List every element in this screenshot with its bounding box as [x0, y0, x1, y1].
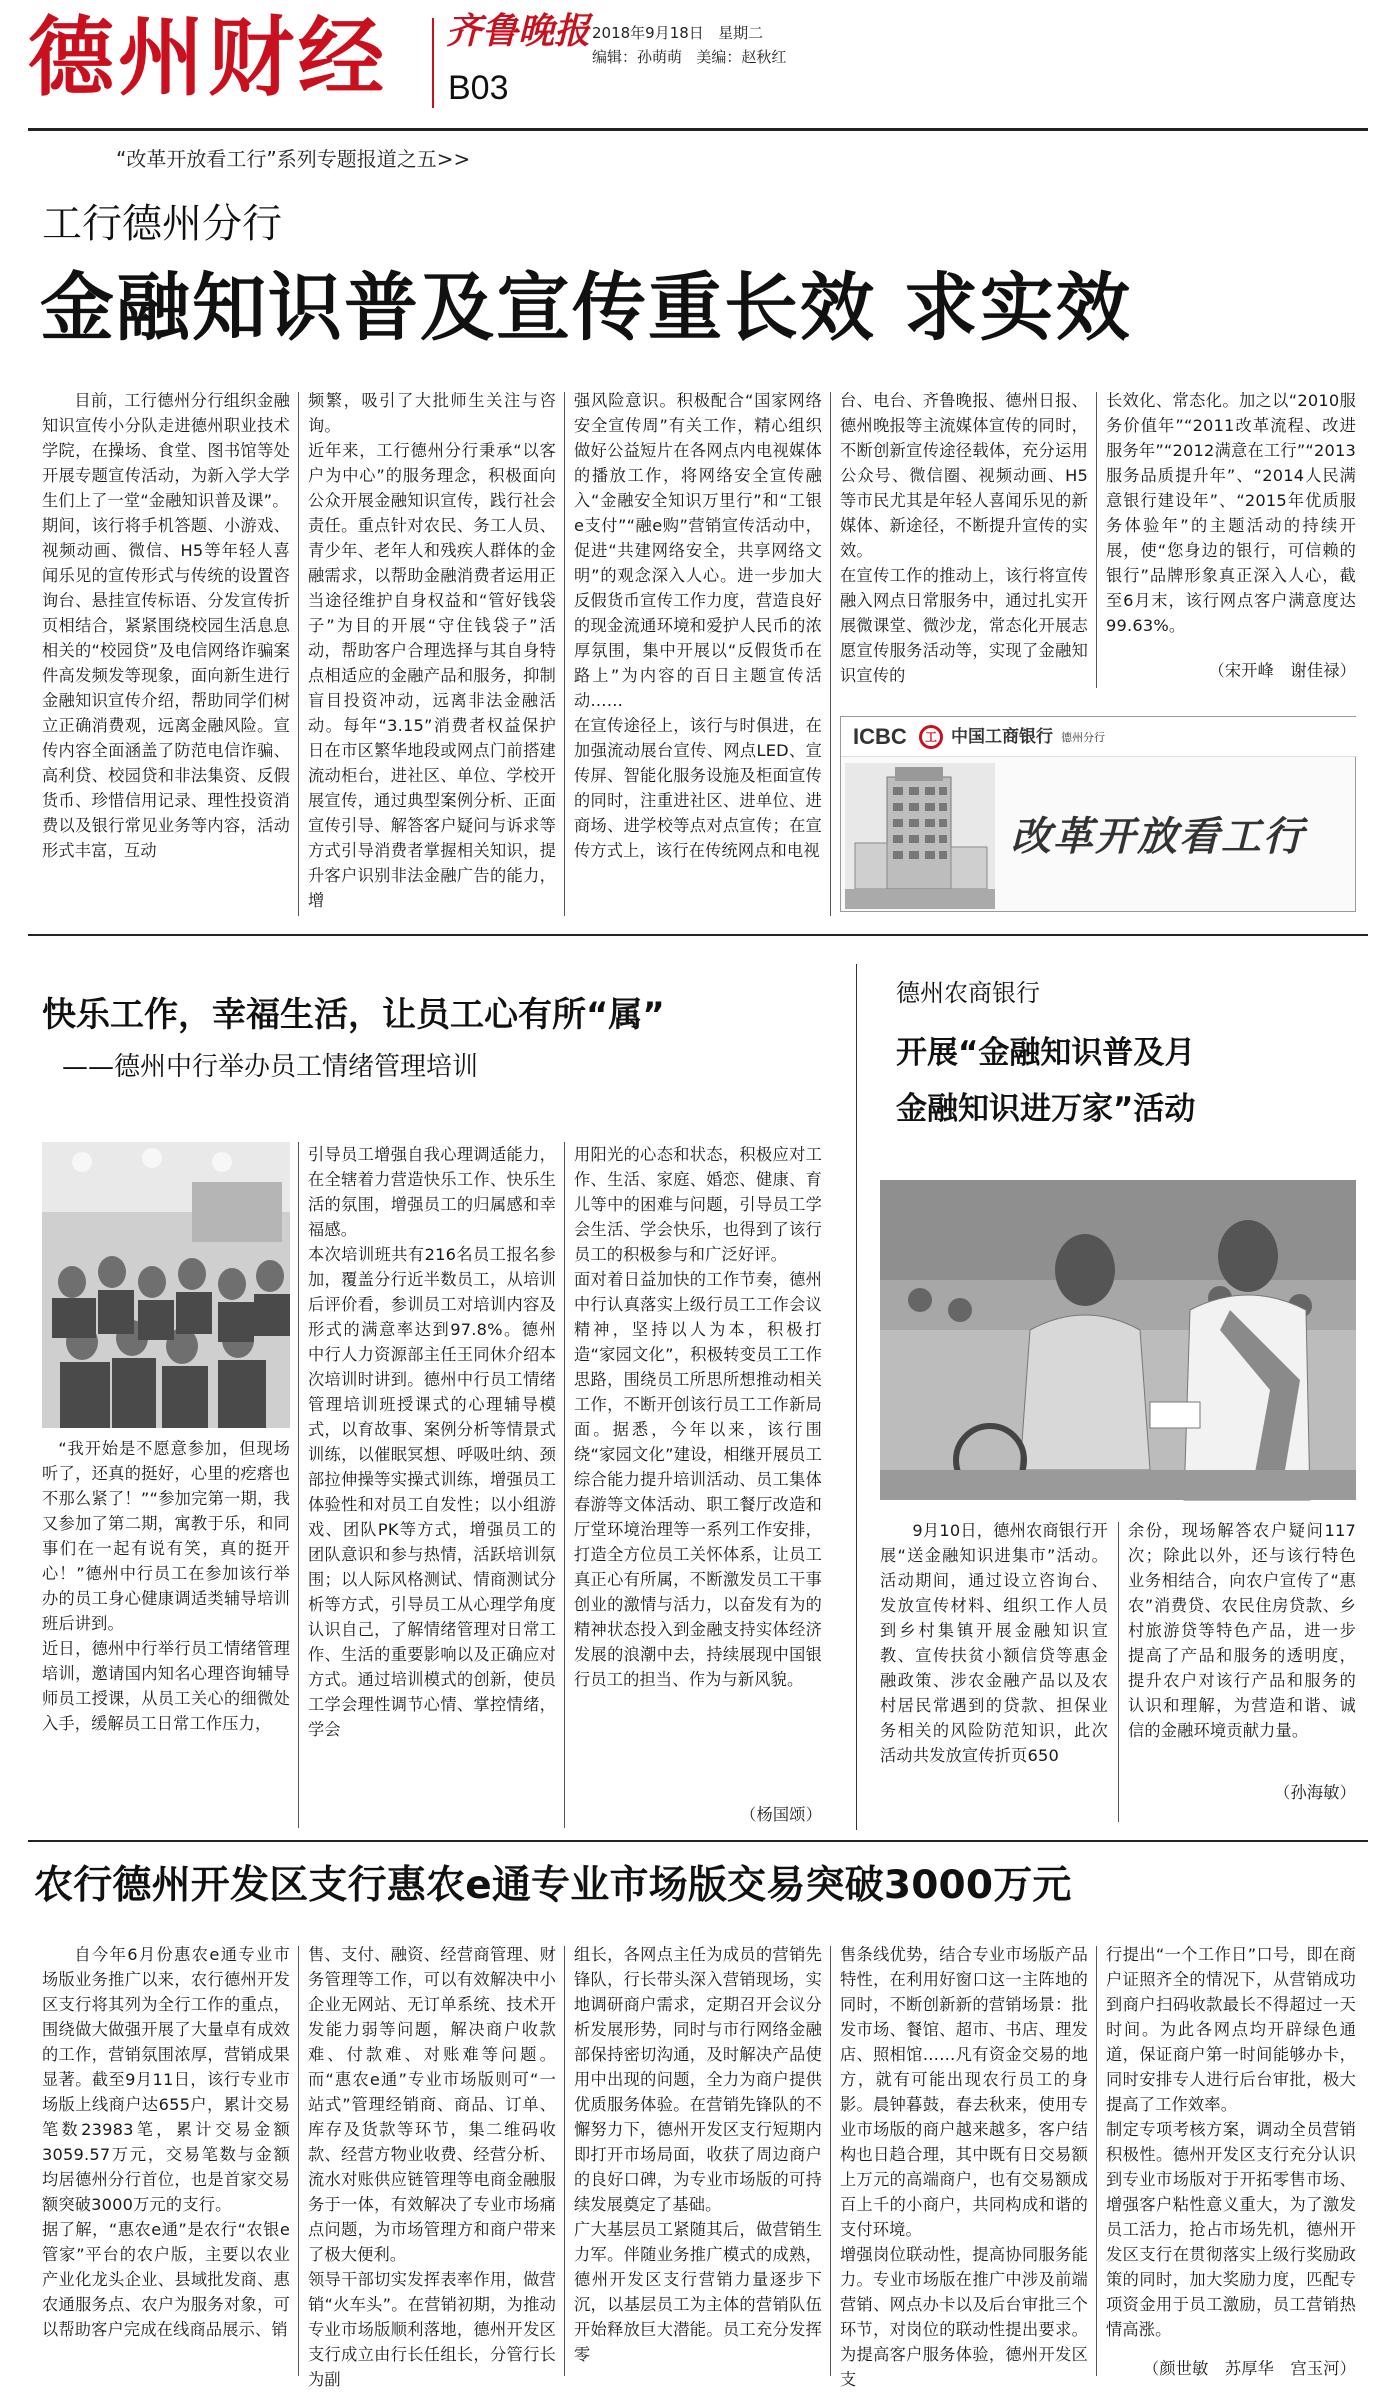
col-rule	[830, 392, 831, 916]
article4-col1: 自今年6月份惠农e通专业市场版业务推广以来，农行德州开发区支行将其列为全行工作的重点，围绕做大做强开展了大量卓有成效的工作，营销氛围浓厚，营销成果显著。截至9月11日，该行专业市场版上线商户达655户，累计交易笔数23983笔，累计交易金额3059.57万元，交易笔数与金额均居德州分行首位，也是首家交易额突破3000万元的支行。 据了解，“惠农e通”是农行“农银e管家”平台的农户版，主要以农业产业化龙头企业、县域批发商、惠农通服务点、农户为服务对象，可以帮助客户完成在线商品展示、销	[42, 1945, 290, 2339]
masthead-date	[592, 22, 763, 44]
article4-col3: 组长，各网点主任为成员的营销先锋队，行长带头深入营销现场，实地调研商户需求，定期召开会议分析发展形势，同时与市行网络金融部保持密切沟通，及时解决产品使用中出现的问题，全力为商户提供优质服务体验。在营销先锋队的不懈努力下，德州开发区支行短期内即打开市场局面，收获了周边商户的良好口碑，为专业市场版的可持续发展奠定了基础。 广大基层员工紧随其后，做营销生力军。伴随业务推广模式的成熟，德州开发区支行营销力量逐步下沉，以基层员工为主体的营销队伍开始释放巨大潜能。员工充分发挥零	[574, 1945, 822, 2364]
article1-col5: 长效化、常态化。加之以“2010服务价值年”“2011改革流程、改进服务年”“2012满意在工行”“2013服务品质提升年”、“2014人民满意银行建设年”、“2015年优质服务体验年”的主题活动的持续开展，使“您身边的银行，可信赖的银行”品牌形象真正深入人心，截至6月末，该行网点客户满意度达99.63%。	[1106, 391, 1356, 635]
article3-col1: 9月10日，德州农商银行开展“送金融知识进集市”活动。活动期间，通过设立咨询台、发放宣传材料、组织工作人员到乡村集镇开展金融知识宣教、宣传扶贫小额信贷等惠金融政策、涉农金融产品以及农村居民常遇到的贷款、担保业务相关的风险防范知识，此次活动共发放宣传折页650	[880, 1521, 1108, 1765]
section-rule	[28, 934, 1368, 936]
col-rule	[298, 1946, 299, 2376]
bank-name: 中国工商银行	[951, 727, 1053, 747]
section-divider	[856, 964, 857, 1830]
article1-title: 金融知识普及宣传重长效 求实效	[40, 265, 1132, 351]
article3-kicker: 德州农商银行	[896, 979, 1040, 1007]
article3-title-line2: 金融知识进万家”活动	[896, 1091, 1196, 1127]
col-rule	[830, 1946, 831, 2376]
date: 2018年9月18日	[592, 24, 704, 42]
banner-slogan: 改革开放看工行	[1011, 814, 1305, 860]
weekday: 星期二	[718, 24, 764, 42]
masthead-editors	[592, 46, 786, 68]
masthead-divider	[432, 18, 434, 108]
article1-byline: （宋开峰 谢佳禄）	[1208, 661, 1356, 680]
article1-col3: 强风险意识。积极配合“国家网络安全宣传周”有关工作，精心组织做好公益短片在各网点内电视媒体的播放工作，将网络安全宣传融入“金融安全知识万里行”和“工银e支付”“融e购”营销宣传活动中，促进“共建网络安全，共享网络文明”的观念深入人心。进一步加大反假货币宣传工作力度，营造良好的现金流通环境和爱护人民币的浓厚氛围，集中开展以“反假货币在路上”为内容的百日主题宣传活动…… 在宣传途径上，该行与时俱进，在加强流动展台宣传、网点LED、宣传屏、智能化服务设施及柜面宣传的同时，注重进社区、进单位、进商场、进学校等点对点宣传；在宣传方式上，该行在传统网点和电视	[574, 391, 822, 860]
col-rule	[1118, 1522, 1119, 1822]
page-number: B03	[448, 69, 509, 107]
article2-title: 快乐工作，幸福生活，让员工心有所“属”	[42, 995, 665, 1035]
article4-byline: （颜世敏 苏厚华 宫玉河）	[1142, 2359, 1356, 2378]
article1-col1: 目前，工行德州分行组织金融知识宣传小分队走进德州职业技术学院，在操场、食堂、图书馆等处开展专题宣传活动，为新入学大学生们上了一堂“金融知识普及课”。 期间，该行将手机答题、小游戏、视频动画、微信、H5等年轻人喜闻乐见的宣传形式与传统的设置咨询台、悬挂宣传标语、分发宣传折页相结合，紧紧围绕校园生活息息相关的“校园贷”及电信网络诈骗案件高发频发等现象，面向新生进行金融知识宣传介绍，帮助同学们树立正确消费观，远离金融风险。宣传内容全面涵盖了防范电信诈骗、高利贷、校园贷和非法集资、反假货币、珍惜信用记录、理性投资消费以及银行常见业务等内容，活动形式丰富，互动	[42, 391, 290, 860]
icbc-banner	[840, 716, 1356, 912]
article2-col2: 引导员工增强自我心理调适能力，在全辖着力营造快乐工作、快乐生活的氛围，增强员工的归属感和幸福感。 本次培训班共有216名员工报名参加，覆盖分行近半数员工，从培训后评价看，参训员工对培训内容及形式的满意率达到97.8%。德州中行人力资源部主任王同休介绍本次培训时讲到。德州中行员工情绪管理培训班授课式的心理辅导模式，以育故事、案例分析等情景式训练，以催眠冥想、呼吸吐纳、颈部拉伸操等实操式训练，增强员工体验性和对员工自发性；以小组游戏、团队PK等方式，增强员工的团队意识和参与热情，活跃培训氛围；以人际风格测试、情商测试分析等方式，引导员工从心理学角度认识自己，了解情绪管理对日常工作、生活的重要影响以及正确应对方式。通过培训模式的创新，使员工学会理性调节心情、掌控情绪，学会	[308, 1145, 556, 1739]
article2-subtitle: ——德州中行举办员工情绪管理培训	[62, 1052, 479, 1082]
editor: 编辑：孙萌萌	[592, 48, 683, 66]
market-event-photo	[880, 1180, 1356, 1500]
article3-title-line1: 开展“金融知识普及月	[896, 1035, 1196, 1071]
article2-byline: （杨国颂）	[740, 1805, 822, 1824]
banner-header	[841, 717, 1357, 757]
col-rule	[564, 1946, 565, 2376]
col-rule	[298, 392, 299, 916]
branch-name: 德州分行	[1061, 731, 1105, 744]
col-rule	[564, 392, 565, 916]
col-rule	[564, 1142, 565, 1828]
article4-col2: 售、支付、融资、经营商管理、财务管理等工作，可以有效解决中小企业无网站、无订单系统、技术开发能力弱等问题，解决商户收款难、付款难、对账难等问题。而“惠农e通”专业市场版则可“一站式”管理经销商、商品、订单、库存及货款等环节，集二维码收款、经营方物业收费、经营分析、流水对账供应链管理等电商金融服务于一体，有效解决了专业市场痛点问题，为市场管理方和商户带来了极大便利。 领导干部切实发挥表率作用，做营销“火车头”。在营销初期，为推动专业市场版顺利落地，德州开发区支行成立由行长任组长，分管行长为副	[308, 1945, 556, 2389]
col-rule	[298, 1142, 299, 1828]
article3-byline: （孙海敏）	[1274, 1783, 1356, 1802]
bank-building-image	[845, 763, 995, 909]
article1-col2: 频繁，吸引了大批师生关注与咨询。 近年来，工行德州分行秉承“以客户为中心”的服务理念，积极面向公众开展金融知识宣传，践行社会责任。重点针对农民、务工人员、青少年、老年人和残疾人群体的金融需求，以帮助金融消费者运用正当途径维护自身权益和“管好钱袋子”为目的开展“守住钱袋子”活动，帮助客户合理选择与其自身特点相适应的金融产品和服务，抑制盲目投资冲动，远离非法金融活动。每年“3.15”消费者权益保护日在市区繁华地段或网点门前搭建流动柜台，进社区、单位、学校开展宣传，通过典型案例分析、正面宣传引导、解答客户疑问与诉求等方式引导消费者掌握相关知识，提升客户识别非法金融广告的能力，增	[308, 391, 556, 910]
article1-col4: 台、电台、齐鲁晚报、德州日报、德州晚报等主流媒体宣传的同时，不断创新宣传途径载体，充分运用公众号、微信圈、视频动画、H5等市民尤其是年轻人喜闻乐见的新媒体、新途径，不断提升宣传的实效。 在宣传工作的推动上，该行将宣传融入网点日常服务中，通过扎实开展微课堂、微沙龙，常态化开展志愿宣传服务活动等，实现了金融知识宣传的	[840, 391, 1088, 685]
training-photo	[42, 1142, 290, 1428]
masthead	[0, 0, 1395, 130]
article4-col5: 行提出“一个工作日”口号，即在商户证照齐全的情况下，从营销成功到商户扫码收款最长不得超过一天时间。为此各网点均开辟绿色通道，保证商户第一时间能够办卡，同时安排专人进行后台审批，极大提高了工作效率。 制定专项考核方案，调动全员营销积极性。德州开发区支行充分认识到专业市场版对于开拓零售市场、增强客户粘性意义重大，为了激发员工活力，抢占市场先机，德州开发区支行在贯彻落实上级行奖励政策的同时，加大奖励力度，匹配专项资金用于员工激励，员工营销热情高涨。	[1106, 1945, 1356, 2339]
article1-kicker: 工行德州分行	[42, 201, 282, 247]
article2-col1: “我开始是不愿意参加，但现场听了，还真的挺好，心里的疙瘩也不那么紧了！”“参加完第一期，我又参加了第二期，寓教于乐，和同事们在一起有说有笑，真的挺开心！”德州中行员工在参加该行举办的员工身心健康调适类辅导培训班后讲到。 近日，德州中行举行员工情绪管理培训，邀请国内知名心理咨询辅导师员工授课，从员工关心的细微处入手，缓解员工日常工作压力，	[42, 1439, 290, 1733]
icbc-logo-icon: 工	[919, 725, 943, 749]
col-rule	[1096, 392, 1097, 688]
section-rule	[28, 1840, 1368, 1842]
designer: 美编：赵秋红	[696, 48, 787, 66]
paper-logo: 齐鲁晚报	[446, 10, 591, 52]
article4-col4: 售条线优势，结合专业市场版产品特性，在利用好窗口这一主阵地的同时，不断创新新的营销场景：批发市场、餐馆、超市、书店、理发店、照相馆……凡有资金交易的地方，就有可能出现农行员工的身影。晨钟暮鼓，春去秋来，使用专业市场版的商户越来越多，客户结构也日趋合理，其中既有日交易额上万元的高端商户，也有交易额成百上千的小商户，共同构成和谐的支付环境。 增强岗位联动性，提高协同服务能力。专业市场版在推广中涉及前端营销、网点办卡以及后台审批三个环节，对岗位的联动性提出要求。为提高客户服务体验，德州开发区支	[840, 1945, 1088, 2389]
col-rule	[1096, 1946, 1097, 2376]
article4-title: 农行德州开发区支行惠农e通专业市场版交易突破3000万元	[34, 1863, 1072, 1908]
series-label: “改革开放看工行”系列专题报道之五>>	[116, 147, 471, 171]
article3-col2: 余份，现场解答农户疑问117次；除此以外，还与该行特色业务相结合，向农户宣传了“惠农”消费贷、农民住房贷款、乡村旅游贷等特色产品，进一步提高了产品和服务的透明度，提升农户对该行产品和服务的认识和理解，为营造和谐、诚信的金融环境贡献力量。	[1128, 1521, 1356, 1740]
icbc-wordmark: ICBC	[853, 724, 907, 749]
masthead-rule	[28, 128, 1368, 131]
section-title: 德州财经	[28, 8, 388, 108]
article2-col3: 用阳光的心态和状态，积极应对工作、生活、家庭、婚恋、健康、育儿等中的困难与问题，引导员工学会生活、学会快乐，也得到了该行员工的积极参与和广泛好评。 面对着日益加快的工作节奏，德州中行认真落实上级行员工工作会议精神，坚持以人为本，积极打造“家园文化”，积极转变员工工作思路，围绕员工所思所想推动相关工作，不断开创该行员工工作新局面。据悉，今年以来，该行围绕“家园文化”建设，相继开展员工综合能力提升培训活动、员工集体春游等文体活动、职工餐厅改造和厅堂环境治理等一系列工作安排，打造全方位员工关怀体系，让员工真正心有所属，不断激发员工干事创业的激情与活力，以奋发有为的精神状态投入到金融支持实体经济发展的浪潮中去，持续展现中国银行员工的担当、作为与新风貌。	[574, 1145, 822, 1689]
